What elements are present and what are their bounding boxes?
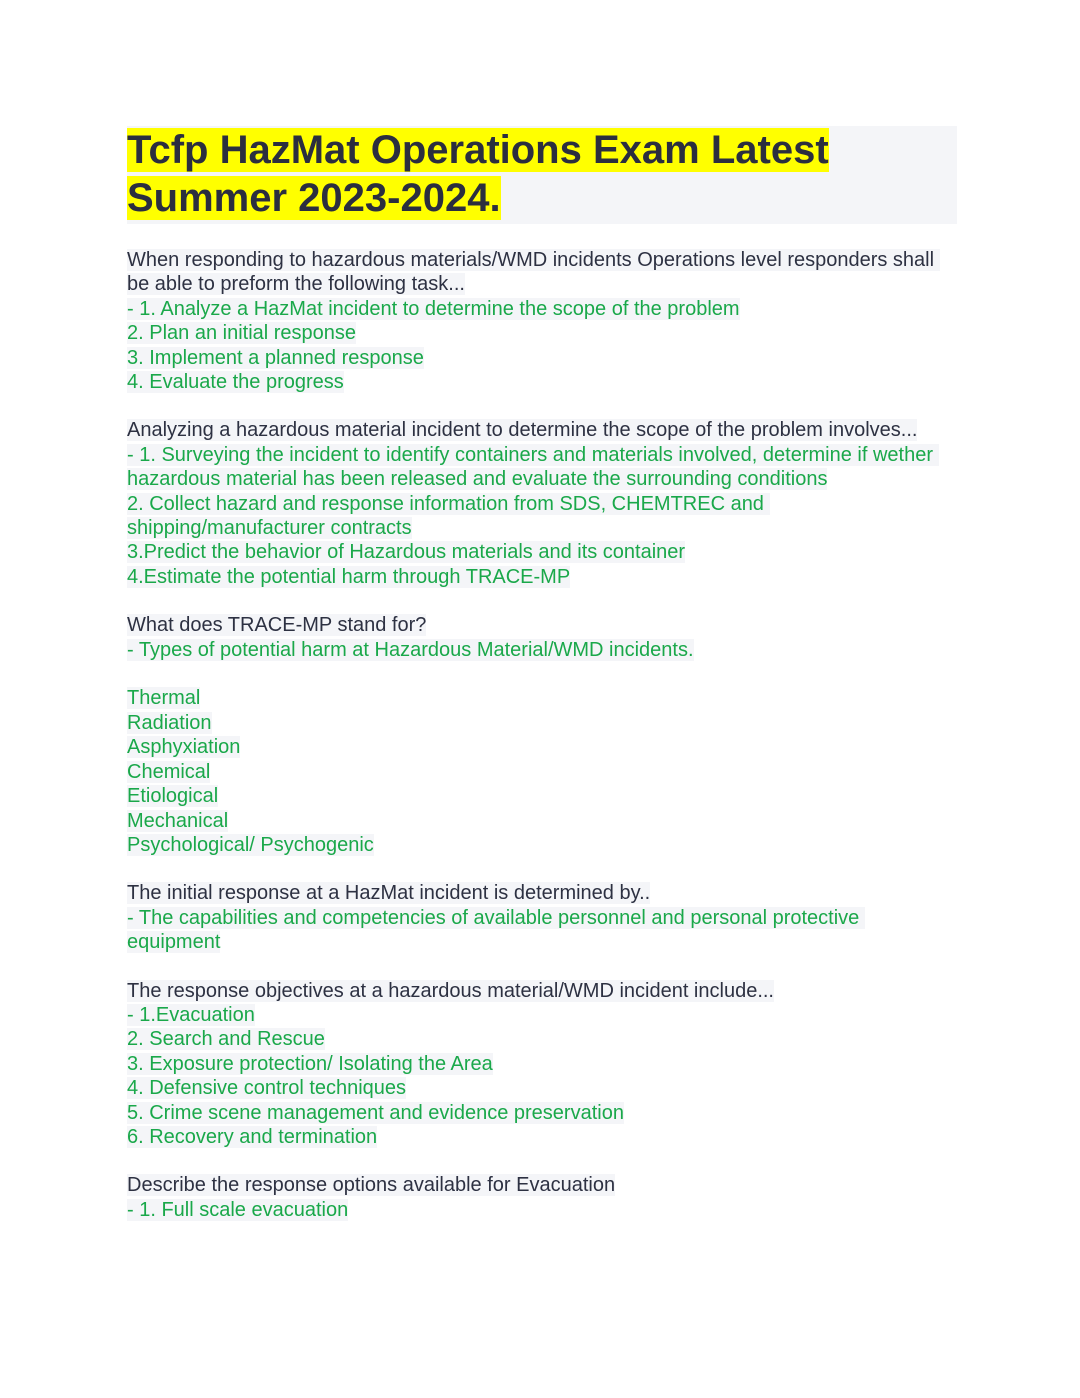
answer-line bbox=[127, 833, 957, 857]
answer-line bbox=[127, 760, 957, 784]
answer-line-text: Psychological/ Psychogenic bbox=[127, 833, 374, 856]
answer-line bbox=[127, 809, 957, 833]
answer-blank-line bbox=[127, 662, 957, 686]
answer-line-text: 3.Predict the behavior of Hazardous materials and its container bbox=[127, 541, 686, 564]
answer-line-text: Etiological bbox=[127, 785, 219, 808]
answer-line-text: 2. Plan an initial response bbox=[127, 322, 357, 345]
answer-line bbox=[127, 1101, 957, 1125]
document-title bbox=[127, 126, 957, 222]
answer-line bbox=[127, 346, 957, 370]
answer-line-text: - 1.Evacuation bbox=[127, 1003, 255, 1026]
answer-line-text: 5. Crime scene management and evidence preservation bbox=[127, 1101, 624, 1124]
answer-line-text: - 1. Analyze a HazMat incident to determine the scope of the problem bbox=[127, 297, 740, 320]
qa-item bbox=[127, 979, 957, 1150]
answer-line-text: 4. Evaluate the progress bbox=[127, 371, 344, 394]
question-text-span: Analyzing a hazardous material incident to determine the scope of the problem involves... bbox=[127, 419, 918, 442]
answer-line bbox=[127, 1003, 957, 1027]
answer-line bbox=[127, 711, 957, 735]
question-text bbox=[127, 1173, 957, 1197]
answer-line-text: 6. Recovery and termination bbox=[127, 1125, 378, 1148]
answer-line-text: - 1. Surveying the incident to identify containers and materials involved, determine if wether hazardous material has been released and evaluate the surrounding conditions bbox=[127, 443, 939, 491]
answer-line bbox=[127, 565, 957, 589]
answer-line bbox=[127, 297, 957, 321]
answer-line-text: Radiation bbox=[127, 711, 212, 734]
answer-line-text: 4. Defensive control techniques bbox=[127, 1077, 407, 1100]
answer-line bbox=[127, 443, 957, 492]
answer-line bbox=[127, 784, 957, 808]
answer-line-text: Thermal bbox=[127, 687, 201, 710]
question-text-span: What does TRACE-MP stand for? bbox=[127, 614, 427, 637]
answer-line-text: - 1. Full scale evacuation bbox=[127, 1198, 349, 1221]
qa-item bbox=[127, 1173, 957, 1222]
answer-line-text: 2. Collect hazard and response information from SDS, CHEMTREC and shipping/manufacturer contracts bbox=[127, 492, 770, 540]
answer-line bbox=[127, 1198, 957, 1222]
answer-line bbox=[127, 492, 957, 541]
question-text-span: The initial response at a HazMat incident is determined by.. bbox=[127, 882, 651, 905]
answer-line-text: 4.Estimate the potential harm through TRACE-MP bbox=[127, 565, 571, 588]
answer-line-text: - Types of potential harm at Hazardous Material/WMD incidents. bbox=[127, 638, 694, 661]
answer-line bbox=[127, 735, 957, 759]
answer-line-text: 3. Implement a planned response bbox=[127, 346, 424, 369]
answer-line bbox=[127, 370, 957, 394]
answer-line-text: 3. Exposure protection/ Isolating the Area bbox=[127, 1052, 493, 1075]
answer-line bbox=[127, 321, 957, 345]
question-text bbox=[127, 418, 957, 442]
question-text bbox=[127, 613, 957, 637]
answer-line bbox=[127, 1125, 957, 1149]
qa-item bbox=[127, 881, 957, 954]
question-text bbox=[127, 881, 957, 905]
question-text-span: When responding to hazardous materials/WMD incidents Operations level responders shall be able to preform the following task... bbox=[127, 249, 940, 296]
answer-line-text: - The capabilities and competencies of available personnel and personal protective equipment bbox=[127, 906, 865, 954]
answer-line bbox=[127, 906, 957, 955]
title-block bbox=[127, 126, 957, 224]
answer-line bbox=[127, 1052, 957, 1076]
answer-line bbox=[127, 1076, 957, 1100]
qa-list bbox=[127, 248, 957, 1222]
question-text-span: The response objectives at a hazardous material/WMD incident include... bbox=[127, 979, 774, 1002]
answer-line-text: Chemical bbox=[127, 760, 211, 783]
question-text-span: Describe the response options available for Evacuation bbox=[127, 1174, 616, 1197]
answer-line bbox=[127, 1027, 957, 1051]
answer-line-text: Mechanical bbox=[127, 809, 229, 832]
document-title-text: Tcfp HazMat Operations Exam Latest Summer 2023-2024. bbox=[127, 128, 829, 220]
question-text bbox=[127, 979, 957, 1003]
qa-item bbox=[127, 418, 957, 589]
document-page bbox=[127, 126, 957, 1246]
question-text bbox=[127, 248, 957, 297]
answer-line bbox=[127, 540, 957, 564]
answer-line-text: Asphyxiation bbox=[127, 736, 241, 759]
answer-line-text: 2. Search and Rescue bbox=[127, 1028, 325, 1051]
answer-line bbox=[127, 686, 957, 710]
qa-item bbox=[127, 613, 957, 857]
qa-item bbox=[127, 248, 957, 394]
answer-line bbox=[127, 638, 957, 662]
